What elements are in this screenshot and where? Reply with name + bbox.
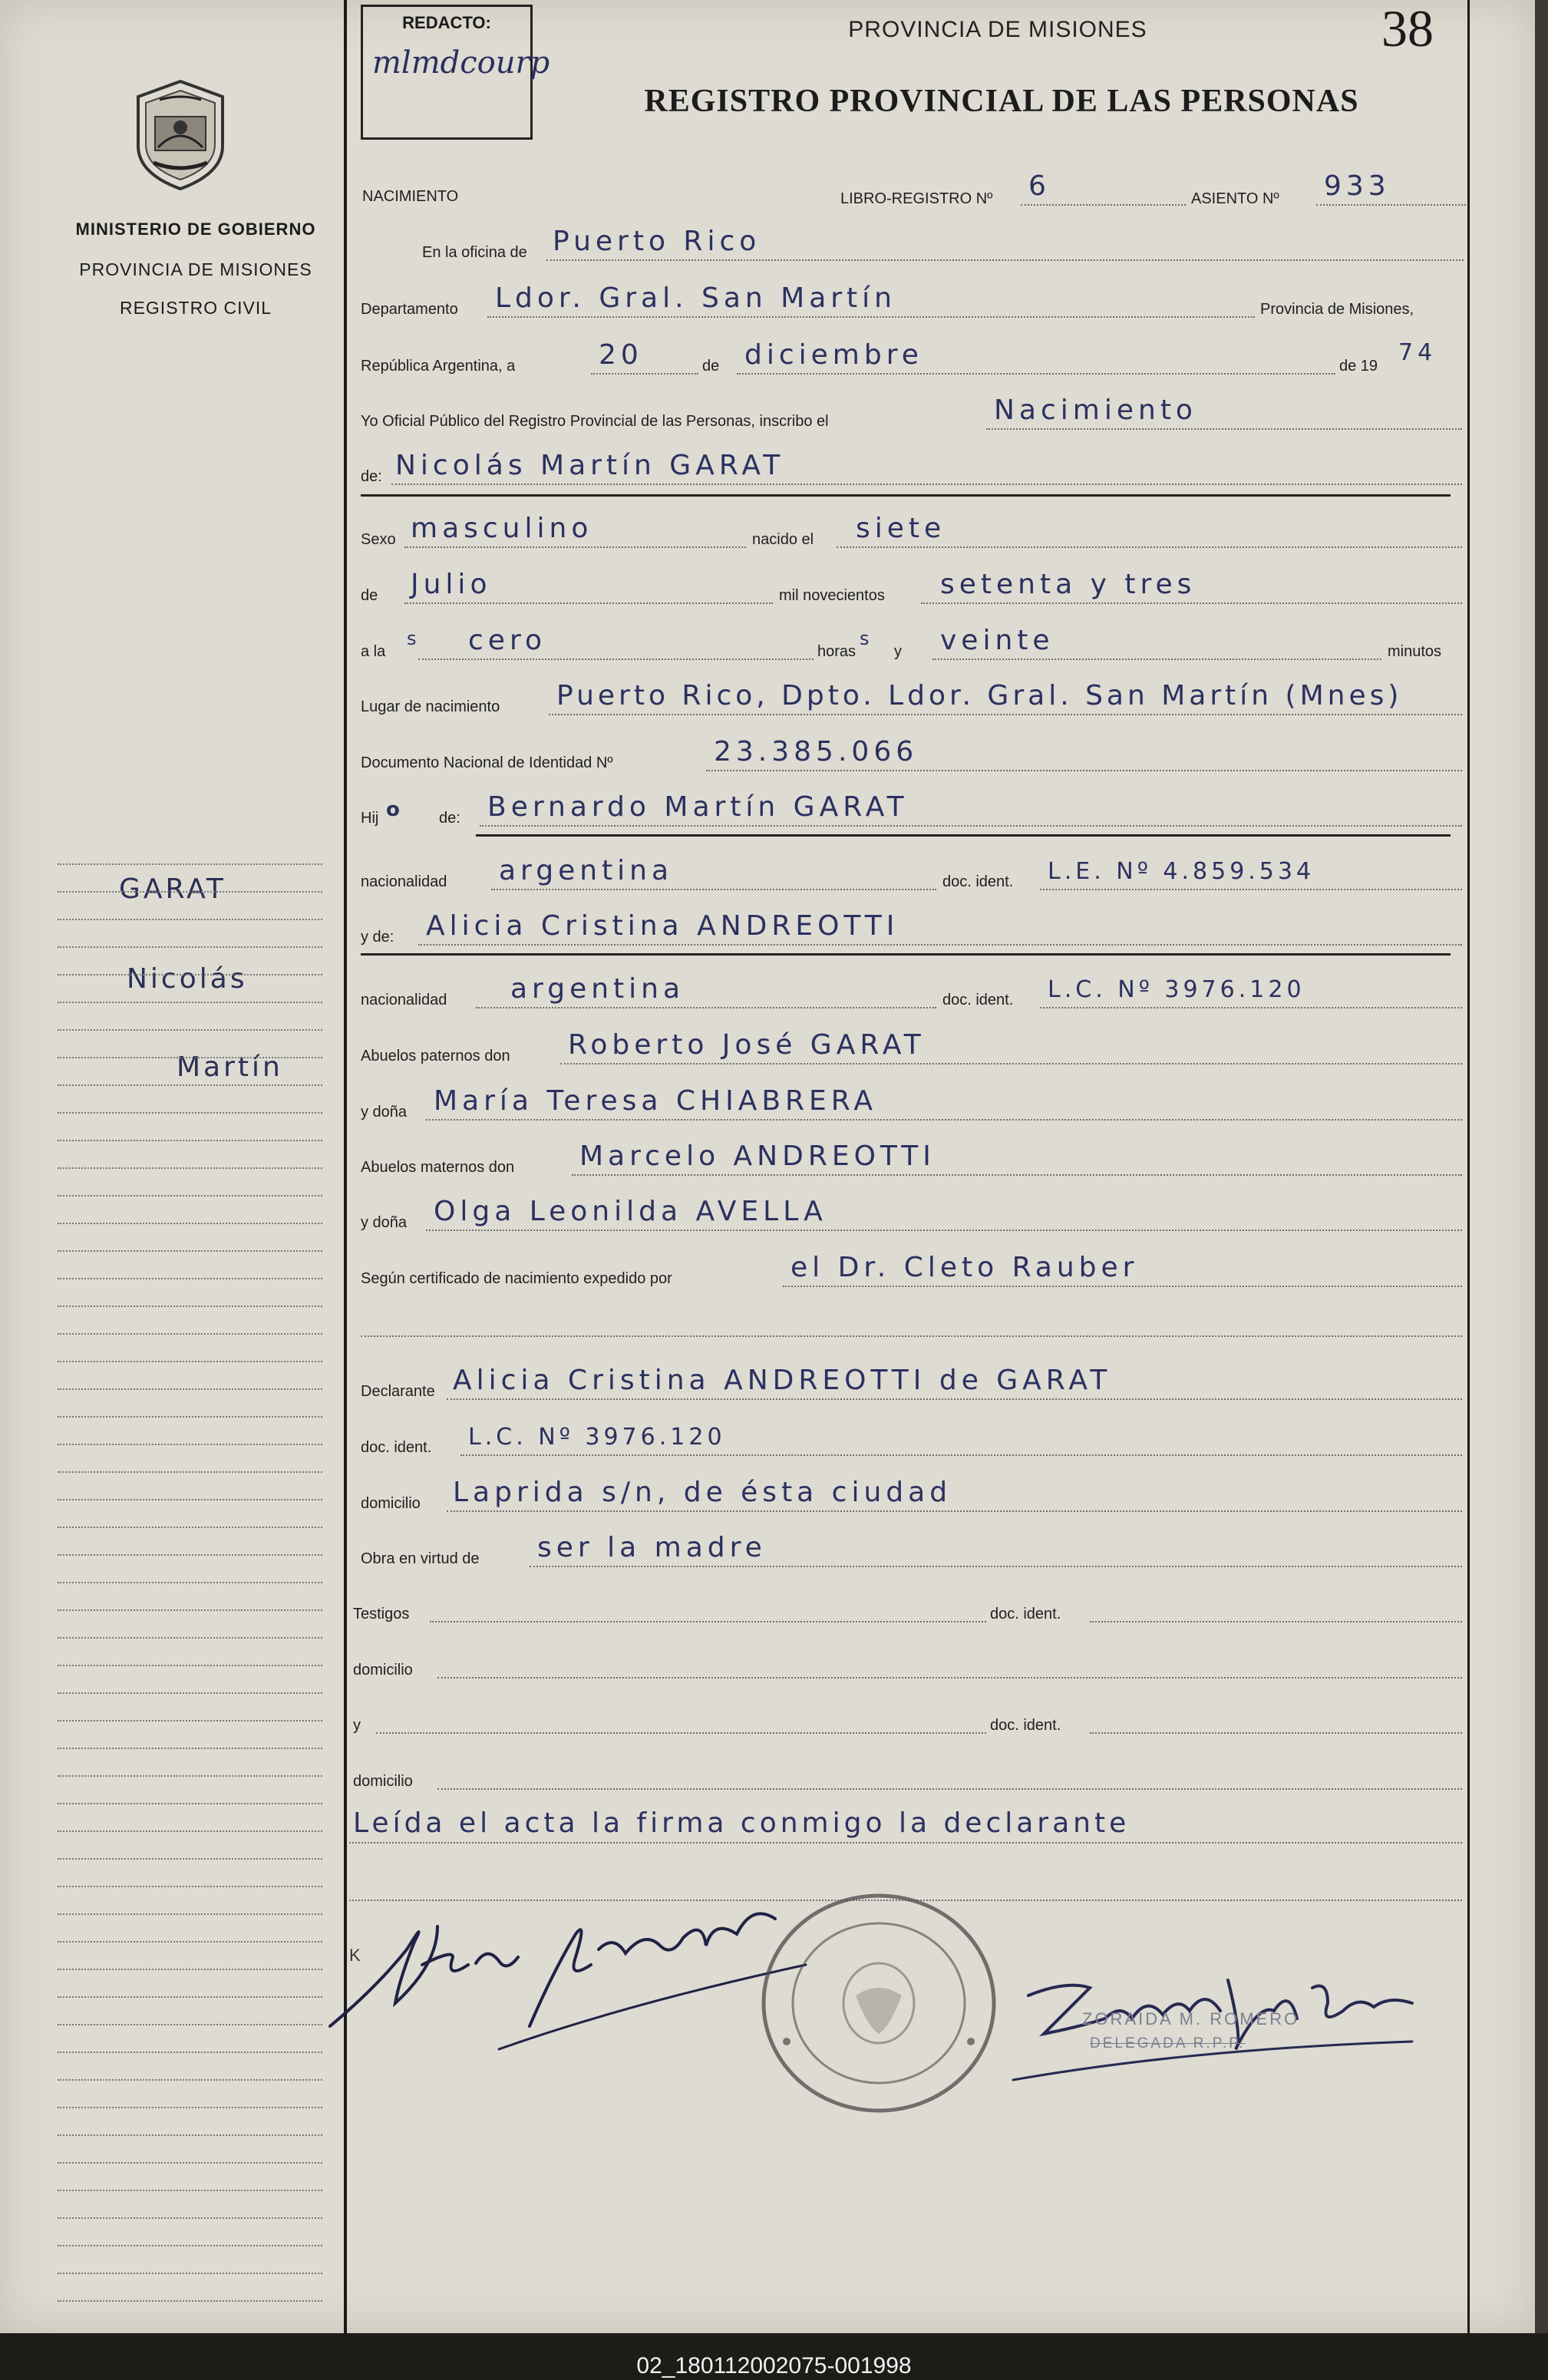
certificado-dots (783, 1286, 1462, 1287)
province-label: PROVINCIA DE MISIONES (79, 259, 312, 279)
sidebar-rule-line (58, 1444, 322, 1445)
sidebar-rule-line (58, 946, 322, 948)
sidebar-rule-line (58, 1803, 322, 1804)
dni-dots (706, 770, 1462, 771)
testigo1-domicilio-label: domicilio (353, 1662, 413, 1679)
sidebar-rule-line (58, 1140, 322, 1141)
abuelos-pat-label: Abuelos paternos don (361, 1048, 510, 1065)
sidebar-rule-line (58, 1167, 322, 1169)
sidebar-rule-line (58, 1084, 322, 1086)
nacido-anio-dots (921, 602, 1462, 604)
departamento-label: Departamento (361, 301, 458, 318)
coat-of-arms-icon (123, 77, 238, 192)
sidebar-rule-line (58, 1333, 322, 1335)
header-province: PROVINCIA DE MISIONES (848, 17, 1147, 42)
lugar-label: Lugar de nacimiento (361, 698, 500, 715)
month-value: diciembre (744, 339, 923, 371)
padre-dots (480, 825, 1462, 827)
padre-doc-dots (1040, 889, 1462, 890)
padre-value: Bernardo Martín GARAT (487, 791, 909, 823)
abuela-pat-value: María Teresa CHIABRERA (434, 1085, 877, 1117)
a-la-label: a la (361, 643, 386, 660)
redacto-label: REDACTO: (402, 13, 491, 32)
margin-surname: GARAT (119, 873, 226, 905)
sidebar-rule-line (58, 1306, 322, 1307)
registered-name: Nicolás Martín GARAT (395, 450, 785, 481)
name-underline (361, 494, 1451, 497)
hijo-label: Hij (361, 810, 379, 827)
madre-doc-value: L.C. Nº 3976.120 (1048, 976, 1305, 1003)
sidebar-rule-line (58, 1582, 322, 1583)
acto-dots (986, 428, 1462, 430)
sidebar-rule-line (58, 1913, 322, 1915)
departamento-value: Ldor. Gral. San Martín (495, 282, 896, 314)
republica-label: República Argentina, a (361, 358, 516, 375)
sidebar-rule-line (58, 1112, 322, 1114)
sidebar-rule-line (58, 1858, 322, 1860)
nacido-anio-value: setenta y tres (940, 569, 1196, 600)
sidebar-rule-line (58, 1416, 322, 1418)
obra-dots (530, 1566, 1462, 1567)
padre-nac-value: argentina (499, 855, 674, 886)
month-dots (737, 373, 1335, 375)
sidebar-rule-line (58, 1388, 322, 1390)
redacto-initials: mlmdcourp (372, 45, 550, 81)
sidebar-rule-line (58, 2052, 322, 2053)
sidebar-rule-line (58, 1886, 322, 1887)
y-de-label: y de: (361, 929, 394, 946)
oficina-value: Puerto Rico (553, 226, 761, 257)
redacto-box (361, 5, 550, 140)
right-frame-line (1467, 0, 1470, 2333)
sidebar-rule-line (58, 1969, 322, 1970)
sidebar-rule-line (58, 1996, 322, 1998)
sidebar-rule-line (58, 1499, 322, 1500)
yo-oficial-label: Yo Oficial Público del Registro Provincial de las Personas, inscribo el (361, 413, 829, 430)
sidebar-rule-line (58, 974, 322, 975)
madre-dots (418, 944, 1462, 946)
minutos-label: minutos (1388, 643, 1442, 660)
testigo2-doc-dots (1090, 1732, 1462, 1734)
certificado-value: el Dr. Cleto Rauber (791, 1252, 1139, 1283)
sexo-value: masculino (411, 513, 593, 544)
margin-middle-name: Martín (177, 1051, 283, 1083)
testigo1-domicilio-dots (437, 1677, 1462, 1679)
sidebar (0, 0, 345, 2333)
abuela-pat-dots (426, 1119, 1462, 1121)
y-dona-pat-label: y doña (361, 1104, 408, 1121)
sidebar-rule-line (58, 2273, 322, 2274)
departamento-dots (487, 316, 1255, 318)
obra-label: Obra en virtud de (361, 1550, 480, 1567)
declarante-label: Declarante (361, 1383, 435, 1400)
hora-value: cero (468, 625, 546, 656)
image-caption: 02_180112002075-001998 (636, 2353, 912, 2378)
madre-nac-label: nacionalidad (361, 992, 447, 1008)
page-number: 38 (1381, 0, 1434, 58)
declarante-dots (447, 1398, 1462, 1400)
official-seal (756, 1888, 1002, 2118)
asiento-dots (1316, 204, 1466, 206)
oficina-label: En la oficina de (422, 244, 527, 261)
sidebar-rule-line (58, 2300, 322, 2302)
segun-label: Según certificado de nacimiento expedido por (361, 1270, 672, 1287)
minutos-value: veinte (940, 625, 1055, 656)
a-la-s-value: s (407, 628, 421, 649)
sexo-label: Sexo (361, 531, 396, 548)
padre-nac-label: nacionalidad (361, 873, 447, 890)
padre-doc-label: doc. ident. (942, 873, 1014, 890)
mil-novecientos-label: mil novecientos (779, 587, 885, 604)
lugar-dots (549, 714, 1462, 715)
testigo2-domicilio-dots (437, 1788, 1462, 1790)
horas-s-value: s (860, 628, 874, 649)
madre-value: Alicia Cristina ANDREOTTI (426, 910, 899, 942)
sidebar-rule-line (58, 1029, 322, 1031)
abuela-mat-dots (426, 1230, 1462, 1231)
dni-value: 23.385.066 (714, 736, 919, 767)
nacimiento-label: NACIMIENTO (362, 188, 459, 205)
abuelos-mat-label: Abuelos maternos don (361, 1159, 515, 1176)
decl-doc-value: L.C. Nº 3976.120 (468, 1424, 726, 1451)
y-horas-label: y (894, 643, 902, 660)
sidebar-rule-line (58, 1748, 322, 1749)
sidebar-rule-line (58, 1692, 322, 1694)
name-dots (391, 484, 1462, 485)
sidebar-rule-line (58, 863, 322, 865)
sidebar-rule-line (58, 1223, 322, 1224)
sidebar-rule-line (58, 1720, 322, 1721)
prov-misiones-label: Provincia de Misiones, (1260, 301, 1414, 318)
testigo1-doc-label: doc. ident. (990, 1606, 1061, 1622)
official-stamp-role: DELEGADA R.P.P. (1090, 2035, 1246, 2052)
de-19-label: de 19 (1339, 358, 1378, 375)
madre-doc-dots (1040, 1007, 1462, 1008)
header-title: REGISTRO PROVINCIAL DE LAS PERSONAS (644, 84, 1359, 119)
horas-label: horas (817, 643, 857, 660)
margin-first-name: Nicolás (127, 963, 248, 995)
sidebar-rule-line (58, 2190, 322, 2191)
decl-doc-dots (460, 1454, 1462, 1456)
domicilio-value: Laprida s/n, de ésta ciudad (453, 1477, 952, 1508)
sidebar-rule-line (58, 1195, 322, 1197)
ministry-label: MINISTERIO DE GOBIERNO (75, 220, 316, 239)
padre-doc-value: L.E. Nº 4.859.534 (1048, 858, 1315, 885)
y-testigo-label: y (353, 1717, 361, 1734)
madre-nac-dots (476, 1007, 936, 1008)
obra-value: ser la madre (537, 1532, 767, 1563)
testigo1-dots (430, 1621, 986, 1622)
sidebar-rule-line (58, 1471, 322, 1473)
year-value: 74 (1398, 339, 1437, 366)
madre-nac-value: argentina (510, 973, 685, 1005)
hijo-de-label: de: (439, 810, 460, 827)
nacido-dia-value: siete (856, 513, 946, 544)
y-dona-mat-label: y doña (361, 1214, 408, 1231)
sidebar-rule-line (58, 1554, 322, 1556)
nacido-mes-dots (404, 602, 773, 604)
acto-value: Nacimiento (994, 394, 1197, 426)
day-dots (591, 373, 698, 375)
domicilio-label: domicilio (361, 1495, 421, 1512)
de-colon-label: de: (361, 468, 382, 485)
sidebar-rule-line (58, 1057, 322, 1058)
testigo2-doc-label: doc. ident. (990, 1717, 1061, 1734)
madre-underline (361, 953, 1451, 956)
blank-line-1 (361, 1335, 1462, 1337)
sidebar-rule-line (58, 2217, 322, 2219)
abuelo-pat-value: Roberto José GARAT (568, 1029, 926, 1061)
sidebar-rule-line (58, 1527, 322, 1528)
de-label: de (702, 358, 720, 375)
lugar-value: Puerto Rico, Dpto. Ldor. Gral. San Martín (Mnes) (556, 680, 1403, 711)
de-mes-label: de (361, 587, 378, 604)
closing-statement: Leída el acta la firma conmigo la declarante (353, 1807, 1130, 1839)
testigo2-domicilio-label: domicilio (353, 1773, 413, 1790)
nacido-label: nacido el (752, 531, 814, 548)
official-stamp-name: ZORAIDA M. ROMERO (1082, 2009, 1300, 2028)
abuelo-mat-dots (572, 1174, 1462, 1176)
sidebar-rule-line (58, 2245, 322, 2246)
madre-doc-label: doc. ident. (942, 992, 1014, 1008)
sidebar-rule-line (58, 1775, 322, 1777)
sidebar-rule-line (58, 1609, 322, 1611)
sidebar-rule-line (58, 2024, 322, 2025)
nacido-mes-value: Julio (411, 569, 492, 600)
asiento-label: ASIENTO Nº (1191, 190, 1279, 207)
sidebar-rule-line (58, 2107, 322, 2108)
sidebar-rule-line (58, 1361, 322, 1362)
hora-dots (418, 659, 814, 660)
sexo-dots (404, 546, 746, 548)
decl-doc-label: doc. ident. (361, 1439, 432, 1456)
oficina-dots (546, 259, 1464, 261)
sidebar-rule-line (58, 2079, 322, 2081)
libro-label: LIBRO-REGISTRO Nº (840, 190, 993, 207)
k-mark: K (349, 1946, 361, 1965)
minutos-dots (932, 659, 1381, 660)
abuelo-pat-dots (560, 1063, 1462, 1065)
sidebar-rule-line (58, 1830, 322, 1832)
testigo2-dots (376, 1732, 986, 1734)
sidebar-rule-line (58, 1941, 322, 1943)
declarante-value: Alicia Cristina ANDREOTTI de GARAT (453, 1365, 1112, 1396)
sidebar-rule-line (58, 1637, 322, 1639)
asiento-value: 933 (1324, 170, 1391, 202)
sidebar-rule-line (58, 1250, 322, 1252)
testigos-label: Testigos (353, 1606, 410, 1622)
padre-underline (476, 834, 1451, 837)
libro-value: 6 (1028, 170, 1051, 202)
sidebar-rule-line (58, 919, 322, 920)
office-label: REGISTRO CIVIL (119, 298, 272, 318)
hijo-letter: o (386, 798, 404, 821)
sidebar-rule-line (58, 1278, 322, 1279)
sidebar-rule-line (58, 1665, 322, 1666)
closing-dots (349, 1842, 1462, 1844)
domicilio-dots (447, 1510, 1462, 1512)
abuelo-mat-value: Marcelo ANDREOTTI (579, 1140, 936, 1172)
sidebar-rule-line (58, 2162, 322, 2164)
abuela-mat-value: Olga Leonilda AVELLA (434, 1196, 827, 1227)
padre-nac-dots (491, 889, 936, 890)
libro-dots (1021, 204, 1186, 206)
dni-label: Documento Nacional de Identidad Nº (361, 754, 613, 771)
nacido-dia-dots (837, 546, 1462, 548)
sidebar-rule-line (58, 2134, 322, 2136)
sidebar-rule-line (58, 891, 322, 893)
sidebar-rule-line (58, 1002, 322, 1003)
day-value: 20 (599, 339, 643, 371)
declarant-signature (322, 1873, 814, 2072)
testigo1-doc-dots (1090, 1621, 1462, 1622)
